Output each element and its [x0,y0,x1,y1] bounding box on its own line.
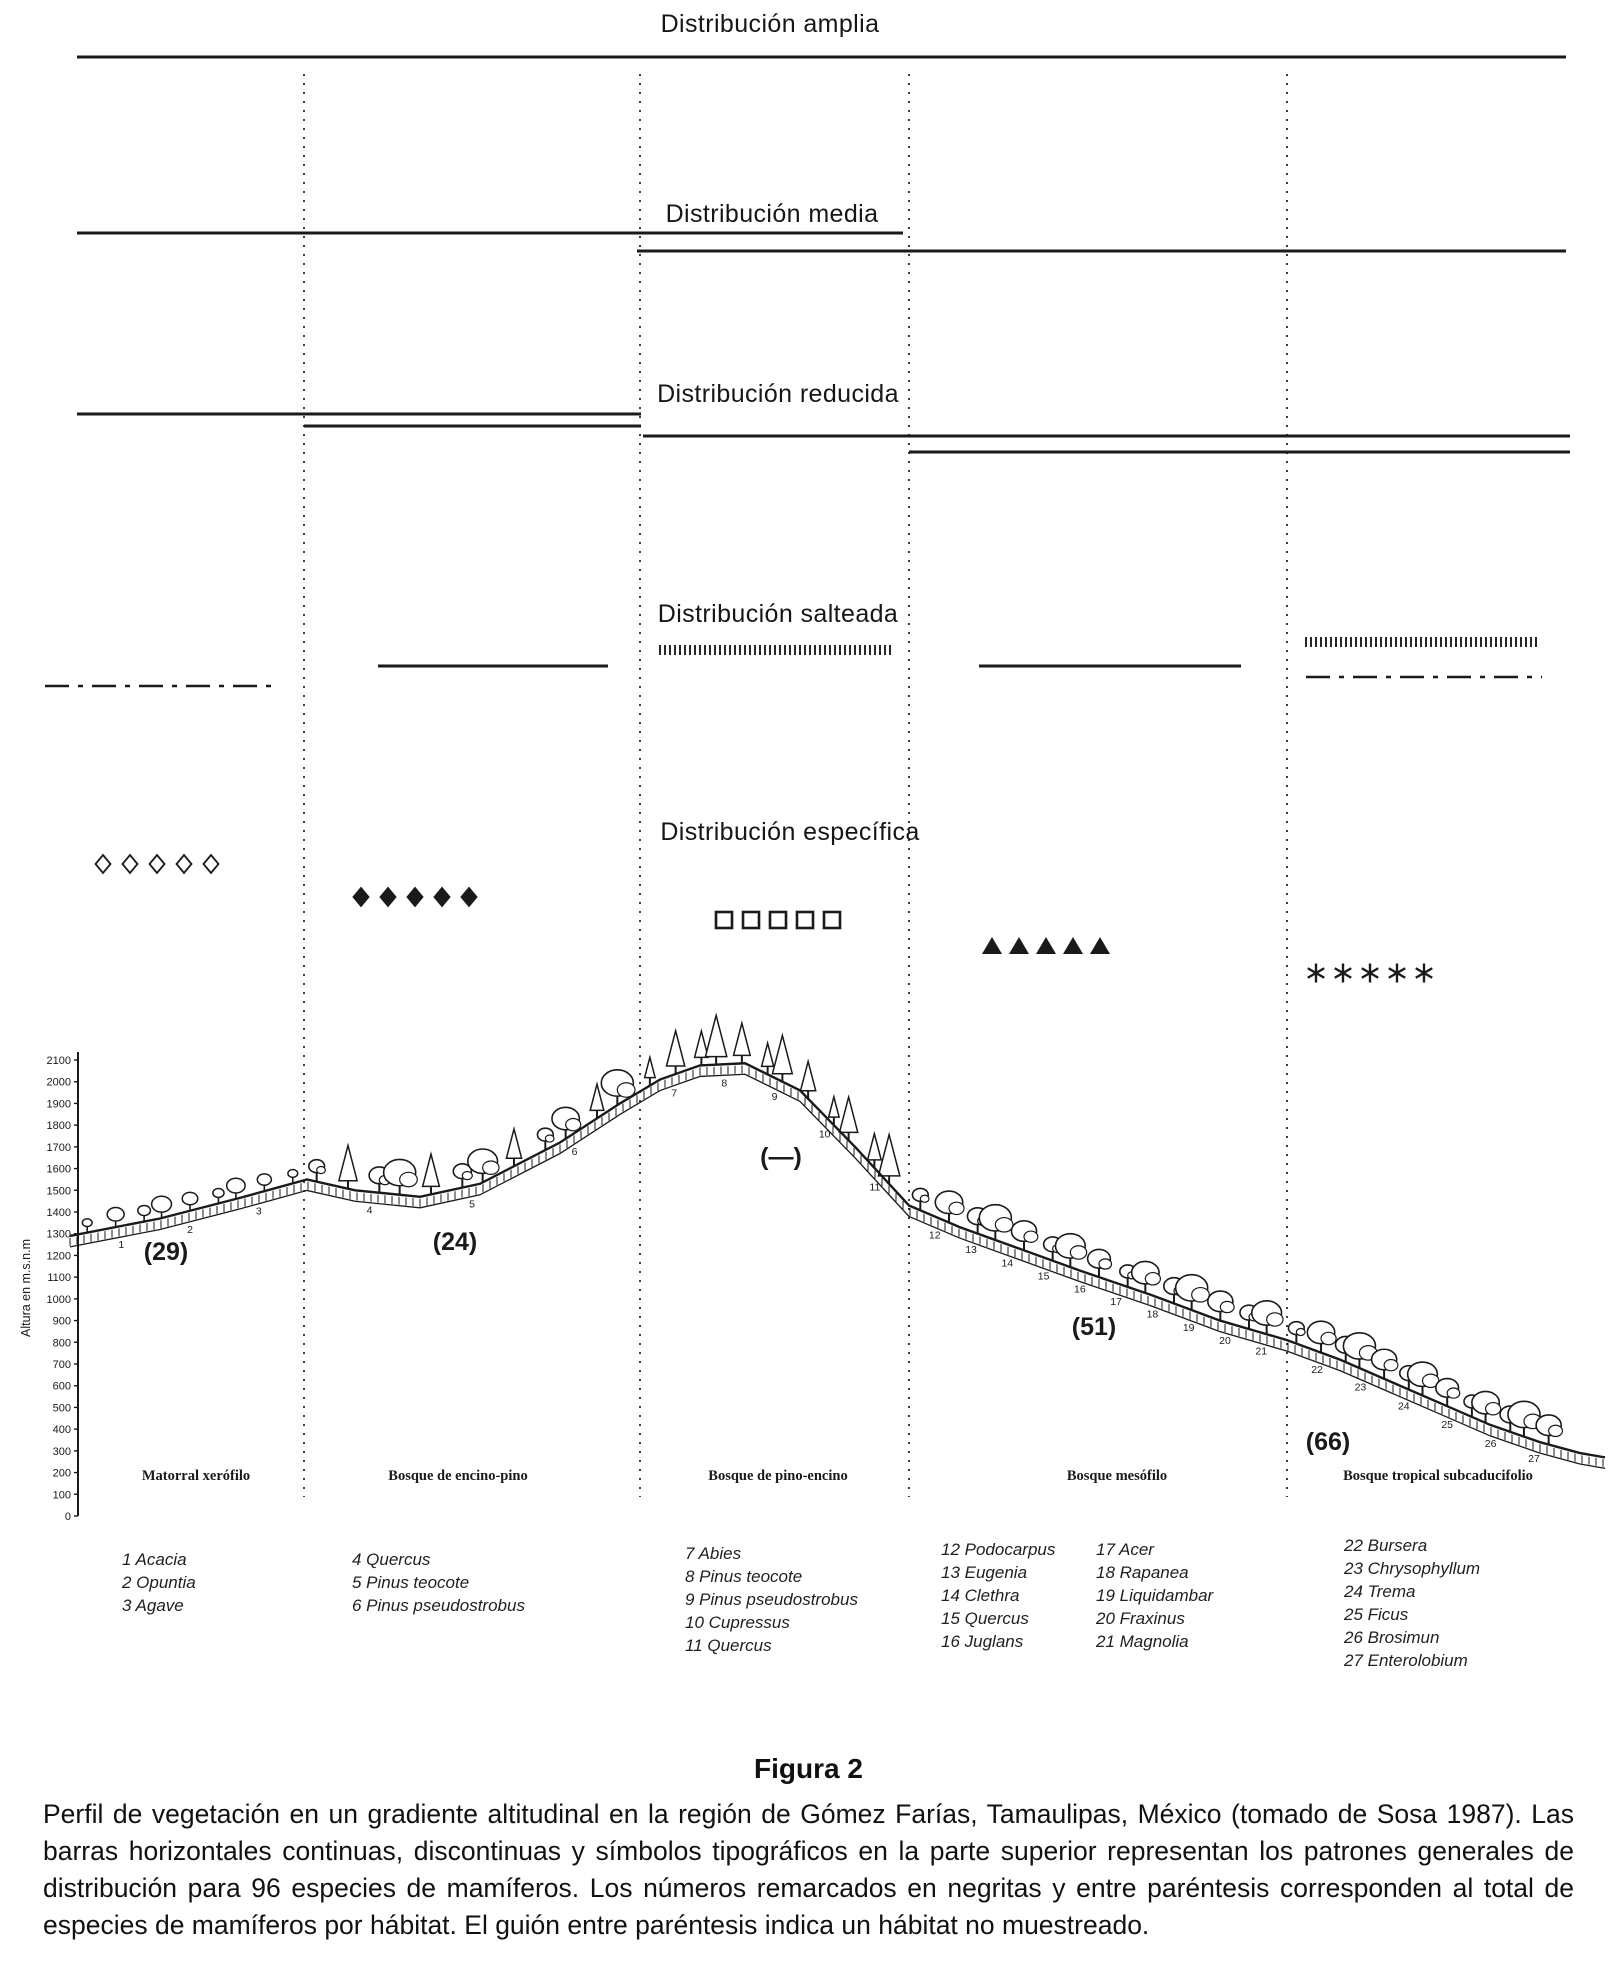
axis-tick-label: 1500 [46,1185,71,1198]
species-item: 17 Acer [1096,1540,1154,1559]
species-number-marker: 13 [965,1244,977,1257]
species-item: 9 Pinus pseudostrobus [685,1590,858,1609]
species-number-marker: 10 [818,1128,831,1141]
species-number-marker: 12 [928,1229,941,1242]
habitat-count-label: (66) [1305,1428,1351,1456]
axis-tick-label: 0 [64,1511,71,1523]
species-number-marker: 17 [1110,1295,1122,1308]
axis-tick-label: 1000 [46,1293,71,1306]
species-number-marker: 20 [1219,1335,1231,1348]
axis-tick-label: 700 [52,1359,71,1371]
axis-tick-label: 1100 [47,1272,71,1285]
habitat-zone-label: Matorral xerófilo [141,1468,251,1484]
species-number-marker: 3 [255,1205,262,1218]
species-number-marker: 9 [771,1090,778,1103]
species-number-marker: 19 [1182,1321,1195,1334]
species-number-marker: 25 [1441,1419,1454,1432]
axis-tick-label: 100 [52,1489,71,1502]
species-number-marker: 22 [1311,1364,1323,1377]
species-number-marker: 21 [1255,1345,1268,1358]
habitat-zone-label: Bosque de encino-pino [388,1468,528,1484]
species-item: 4 Quercus [352,1550,431,1569]
axis-tick-label: 1300 [46,1228,71,1241]
distribution-label-media: Distribución media [665,200,879,228]
species-column-2 [352,1548,525,1617]
habitat-zone-label: Bosque mesófilo [1066,1468,1168,1484]
axis-tick-label: 400 [52,1424,71,1437]
species-number-marker: 1 [118,1238,125,1251]
habitat-count-label: (—) [760,1143,802,1171]
species-item: 21 Magnolia [1096,1632,1189,1651]
species-number-marker: 2 [187,1223,193,1236]
habitat-zone-label: Bosque de pino-encino [708,1468,848,1484]
species-item: 24 Trema [1344,1582,1416,1601]
species-item: 7 Abies [685,1544,742,1563]
species-number-marker: 18 [1146,1308,1159,1321]
axis-tick-label: 1200 [46,1250,71,1263]
species-number-marker: 4 [366,1204,373,1217]
species-item: 11 Quercus [685,1636,772,1655]
species-item: 5 Pinus teocote [352,1573,470,1592]
axis-tick-label: 2100 [46,1055,71,1067]
distribution-label-salteada: Distribución salteada [657,600,899,628]
habitat-zone-label: Bosque tropical subcaducifolio [1343,1468,1533,1484]
species-number-marker: 16 [1074,1283,1086,1296]
species-item: 27 Enterolobium [1344,1651,1468,1670]
species-item: 6 Pinus pseudostrobus [352,1596,525,1615]
axis-tick-label: 2000 [46,1076,71,1089]
species-item: 20 Fraxinus [1096,1609,1185,1628]
habitat-count-label: (24) [432,1228,478,1256]
habitat-count-label: (51) [1071,1313,1117,1341]
axis-tick-label: 1900 [46,1098,71,1111]
species-item: 26 Brosimun [1344,1628,1440,1647]
species-item: 23 Chrysophyllum [1344,1559,1481,1578]
axis-tick-label: 900 [52,1315,71,1328]
axis-tick-label: 1700 [46,1141,71,1154]
habitat-count-label: (29) [143,1238,189,1266]
axis-tick-label: 1800 [46,1120,71,1133]
species-number-marker: 27 [1528,1453,1540,1466]
species-number-marker: 24 [1397,1400,1410,1413]
species-item: 15 Quercus [941,1609,1029,1628]
species-item: 1 Acacia [122,1550,187,1569]
species-item: 25 Ficus [1344,1605,1409,1624]
distribution-label-reducida: Distribución reducida [657,380,899,408]
species-item: 16 Juglans [941,1632,1024,1651]
figure-caption-text: Perfil de vegetación en un gradiente altitudinal en la región de Gómez Farías, Tamaulipas, México (tomado de Sosa 1987). Las barras horizontales continuas, discontinuas y símbolos tipográficos en la parte superior representan los patrones generales de distribución para 96 especies de mamíferos. Los números remarcados en negritas y entre paréntesis corresponden al total de especies de mamíferos por hábitat. El guión entre paréntesis indica un hábitat no muestreado. [43,1799,1574,1940]
axis-tick-label: 1600 [46,1163,71,1176]
species-column-3 [685,1542,858,1657]
species-item: 13 Eugenia [941,1563,1028,1582]
figure-caption-title: Figura 2 [754,1753,863,1784]
axis-tick-label: 500 [52,1402,71,1415]
species-number-marker: 5 [469,1198,475,1211]
species-number-marker: 11 [869,1181,881,1194]
species-item: 18 Rapanea [1096,1563,1189,1582]
species-column-6 [1344,1534,1480,1672]
species-column-4 [941,1538,1055,1653]
distribution-label-amplia: Distribución amplia [660,10,880,38]
species-item: 12 Podocarpus [941,1540,1056,1559]
species-item: 2 Opuntia [122,1573,196,1592]
axis-tick-label: 800 [52,1337,71,1350]
species-item: 22 Bursera [1344,1536,1428,1555]
distribution-label-especifica: Distribución específica [660,818,920,846]
axis-tick-label: 200 [52,1467,71,1480]
species-item: 3 Agave [122,1596,184,1615]
species-number-marker: 23 [1354,1381,1367,1394]
axis-tick-label: 600 [52,1380,71,1393]
axis-title: Altura en m.s.n.m [19,1239,33,1337]
species-column-5 [1096,1538,1213,1653]
species-number-marker: 6 [571,1146,578,1159]
axis-tick-label: 300 [52,1445,71,1458]
species-column-1 [122,1548,196,1617]
species-item: 14 Clethra [941,1586,1020,1605]
species-number-marker: 7 [671,1087,678,1100]
species-item: 19 Liquidambar [1096,1586,1214,1605]
species-number-marker: 15 [1037,1270,1050,1283]
species-number-marker: 14 [1001,1257,1014,1270]
species-item: 10 Cupressus [685,1613,790,1632]
axis-tick-label: 1400 [46,1207,71,1219]
species-item: 8 Pinus teocote [685,1567,803,1586]
species-number-marker: 8 [721,1077,728,1090]
species-number-marker: 26 [1484,1438,1497,1451]
